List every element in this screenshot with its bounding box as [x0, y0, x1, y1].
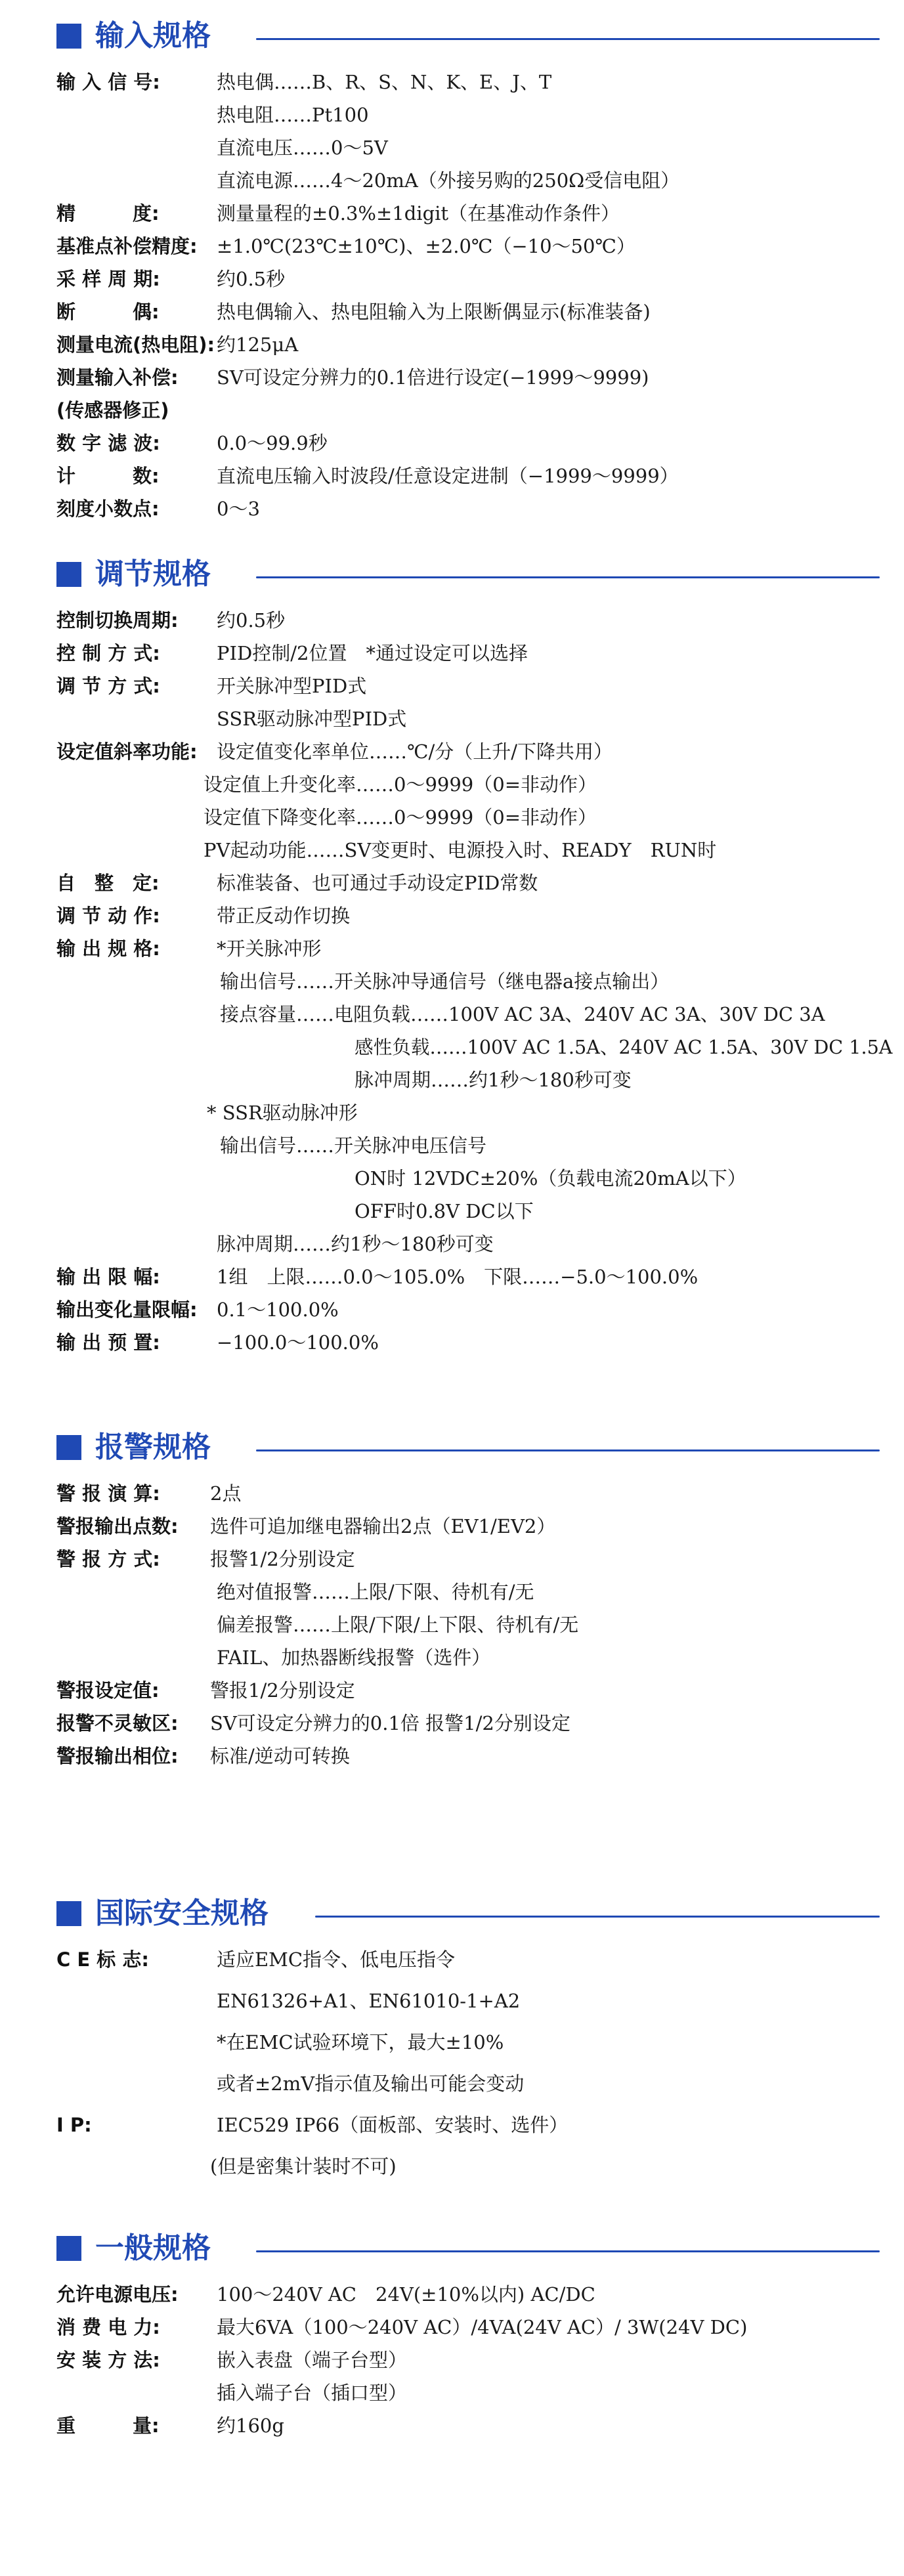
- spec-row: [0, 2376, 904, 2409]
- spec-row: [0, 965, 904, 998]
- spec-value: 警报1/2分别设定: [210, 1679, 355, 1702]
- spec-value: SV可设定分辨力的0.1倍 报警1/2分别设定: [210, 1712, 570, 1734]
- section-divider: [256, 38, 880, 40]
- spec-value: 约0.5秒: [217, 609, 286, 632]
- section-alarm-specs: [0, 1425, 904, 1772]
- spec-value: 偏差报警……上限/下限/上下限、待机有/无: [217, 1614, 579, 1636]
- section-divider: [315, 1916, 880, 1918]
- spec-row: [0, 1326, 904, 1359]
- spec-label: 警报输出点数:: [56, 1515, 179, 1537]
- spec-row: [0, 197, 904, 230]
- section-header: [0, 1425, 904, 1477]
- spec-row: [0, 460, 904, 492]
- spec-value: 热电偶输入、热电阻输入为上限断偶显示(标准装备): [217, 301, 651, 323]
- spec-value: 适应EMC指令、低电压指令: [217, 1948, 456, 1971]
- spec-label: 输 出 规 格:: [56, 937, 160, 960]
- spec-row: [0, 1543, 904, 1576]
- spec-value: 接点容量……电阻负载……100V AC 3A、240V AC 3A、30V DC 3A: [220, 1003, 825, 1025]
- spec-value: 约160g: [217, 2415, 284, 2437]
- section-title: 报警规格: [95, 1430, 211, 1464]
- spec-value: 或者±2mV指示值及输出可能会变动: [217, 2072, 525, 2095]
- spec-value: 1组 上限……0.0～105.0% 下限……−5.0～100.0%: [217, 1266, 699, 1288]
- spec-value: 脉冲周期……约1秒～180秒可变: [355, 1069, 632, 1091]
- spec-label: 消 费 电 力:: [56, 2316, 160, 2338]
- section-header: [0, 13, 904, 66]
- spec-value: * SSR驱动脉冲形: [207, 1102, 358, 1124]
- spec-value: OFF时0.8V DC以下: [355, 1200, 534, 1222]
- spec-row: [0, 1608, 904, 1641]
- spec-row: [0, 1063, 904, 1096]
- spec-label: 安 装 方 法:: [56, 2349, 160, 2371]
- spec-value: SSR驱动脉冲型PID式: [217, 708, 407, 730]
- spec-row: [0, 867, 904, 899]
- spec-label: 测量电流(热电阻):: [56, 333, 215, 356]
- spec-value: 约125μA: [217, 333, 299, 356]
- spec-row: [0, 427, 904, 460]
- spec-label: 警 报 方 式:: [56, 1548, 160, 1570]
- spec-value: −100.0～100.0%: [217, 1331, 379, 1354]
- section-header: [0, 2225, 904, 2278]
- section-general-specs: [0, 2225, 904, 2442]
- spec-row: [0, 637, 904, 670]
- spec-row: [0, 328, 904, 361]
- spec-value: ON时 12VDC±20%（负载电流20mA以下）: [355, 1167, 746, 1190]
- spec-row: [0, 492, 904, 525]
- spec-value: 0～3: [217, 498, 260, 520]
- spec-value: 报警1/2分别设定: [210, 1548, 355, 1570]
- spec-value: 直流电压输入时波段/任意设定进制（−1999～9999）: [217, 465, 679, 487]
- spec-row: [0, 295, 904, 328]
- spec-label: 测量输入补偿:: [56, 366, 179, 389]
- spec-label: 精 度:: [56, 202, 160, 225]
- spec-value: 嵌入表盘（端子台型）: [217, 2349, 408, 2371]
- section-bullet-square-icon: [56, 24, 81, 49]
- spec-value: 0.1～100.0%: [217, 1299, 339, 1321]
- spec-row: [0, 361, 904, 394]
- spec-value: 热电偶……B、R、S、N、K、E、J、T: [217, 71, 552, 93]
- spec-value: PV起动功能……SV变更时、电源投入时、READY RUN时: [204, 839, 717, 861]
- spec-row: [0, 1195, 904, 1228]
- spec-row: [0, 164, 904, 197]
- spec-label: 调 节 动 作:: [56, 905, 160, 927]
- spec-row: [0, 1162, 904, 1195]
- section-bullet-square-icon: [56, 1435, 81, 1460]
- spec-row: [0, 1477, 904, 1510]
- spec-row: [0, 702, 904, 735]
- spec-row: [0, 604, 904, 637]
- spec-row: [0, 2344, 904, 2376]
- spec-row: [0, 801, 904, 834]
- section-divider: [256, 576, 880, 578]
- spec-row: [0, 263, 904, 295]
- spec-value: 设定值下降变化率……0～9999（0=非动作）: [204, 806, 597, 828]
- spec-label: 数 字 滤 波:: [56, 432, 160, 454]
- spec-row: [0, 834, 904, 867]
- section-bullet-square-icon: [56, 562, 81, 587]
- spec-row: [0, 932, 904, 965]
- spec-row: [0, 998, 904, 1031]
- spec-row: [0, 1707, 904, 1740]
- spec-value: 绝对值报警……上限/下限、待机有/无: [217, 1581, 534, 1603]
- spec-value: 100～240V AC 24V(±10%以内) AC/DC: [217, 2283, 595, 2306]
- spec-label: (传感器修正): [56, 399, 169, 421]
- spec-value: PID控制/2位置 *通过设定可以选择: [217, 642, 528, 664]
- section-safety-specs: [0, 1891, 904, 2183]
- spec-value: 选件可追加继电器输出2点（EV1/EV2）: [210, 1515, 556, 1537]
- spec-row: [0, 394, 904, 427]
- spec-row: [0, 230, 904, 263]
- spec-row: [0, 1129, 904, 1162]
- spec-value: 直流电源……4～20mA（外接另购的250Ω受信电阻）: [217, 169, 680, 192]
- section-title: 一般规格: [95, 2231, 211, 2265]
- spec-value: 热电阻……Pt100: [217, 104, 369, 126]
- spec-label: 允许电源电压:: [56, 2283, 179, 2306]
- spec-label: 报警不灵敏区:: [56, 1712, 179, 1734]
- spec-row: [0, 1510, 904, 1543]
- section-divider: [256, 1449, 880, 1451]
- section-control-specs: [0, 551, 904, 1359]
- spec-row: [0, 1740, 904, 1772]
- spec-label: C E 标 志:: [56, 1948, 149, 1971]
- spec-label: 刻度小数点:: [56, 498, 160, 520]
- spec-value: 输出信号……开关脉冲电压信号: [220, 1134, 487, 1157]
- spec-row: [0, 1674, 904, 1707]
- spec-label: 警报输出相位:: [56, 1745, 179, 1767]
- spec-label: 调 节 方 式:: [56, 675, 160, 697]
- spec-value: 开关脉冲型PID式: [217, 675, 367, 697]
- spec-label: 输出变化量限幅:: [56, 1299, 198, 1321]
- spec-row: [0, 1096, 904, 1129]
- spec-label: 设定值斜率功能:: [56, 741, 198, 763]
- spec-value: FAIL、加热器断线报警（选件）: [217, 1646, 491, 1669]
- spec-row: [0, 2311, 904, 2344]
- section-input-specs: [0, 13, 904, 525]
- spec-label: 控 制 方 式:: [56, 642, 160, 664]
- spec-row: [0, 1943, 904, 1976]
- spec-row: [0, 735, 904, 768]
- spec-value: 0.0～99.9秒: [217, 432, 328, 454]
- spec-label: 控制切换周期:: [56, 609, 179, 632]
- spec-row: [0, 1641, 904, 1674]
- spec-row: [0, 1228, 904, 1260]
- section-title: 调节规格: [95, 557, 211, 591]
- section-divider: [256, 2250, 880, 2252]
- spec-row: [0, 2109, 904, 2141]
- spec-row: [0, 1293, 904, 1326]
- spec-value: ±1.0℃(23℃±10℃)、±2.0℃（−10～50℃）: [217, 235, 635, 257]
- spec-label: 重 量:: [56, 2415, 160, 2437]
- spec-label: 警报设定值:: [56, 1679, 160, 1702]
- spec-label: 输 出 预 置:: [56, 1331, 160, 1354]
- section-bullet-square-icon: [56, 2236, 81, 2261]
- spec-value: *在EMC试验环境下，最大±10%: [217, 2031, 504, 2053]
- spec-label: 断 偶:: [56, 301, 160, 323]
- spec-value: 感性负载……100V AC 1.5A、240V AC 1.5A、30V DC 1.5A: [355, 1036, 893, 1058]
- spec-value: 设定值变化率单位……℃/分（上升/下降共用）: [217, 741, 613, 763]
- spec-value: *开关脉冲形: [217, 937, 322, 960]
- spec-row: [0, 768, 904, 801]
- spec-value: 直流电压……0～5V: [217, 137, 388, 159]
- spec-label: 输 出 限 幅:: [56, 1266, 160, 1288]
- spec-value: 插入端子台（插口型）: [217, 2382, 408, 2404]
- section-title: 国际安全规格: [95, 1897, 269, 1930]
- spec-value: 约0.5秒: [217, 268, 286, 290]
- spec-value: 测量量程的±0.3%±1digit（在基准动作条件）: [217, 202, 620, 225]
- spec-row: [0, 98, 904, 131]
- spec-row: [0, 1031, 904, 1063]
- spec-value: SV可设定分辨力的0.1倍进行设定(−1999～9999): [217, 366, 649, 389]
- spec-row: [0, 1985, 904, 2017]
- section-header: [0, 1891, 904, 1943]
- spec-row: [0, 1576, 904, 1608]
- section-bullet-square-icon: [56, 1901, 81, 1926]
- spec-value: 2点: [210, 1482, 242, 1505]
- spec-row: [0, 2026, 904, 2059]
- spec-row: [0, 2067, 904, 2100]
- spec-value: 输出信号……开关脉冲导通信号（继电器a接点输出）: [220, 970, 670, 993]
- spec-value: 带正反动作切换: [217, 905, 351, 927]
- spec-label: 输 入 信 号:: [56, 71, 160, 93]
- spec-row: [0, 2150, 904, 2183]
- spec-row: [0, 2409, 904, 2442]
- spec-label: 计 数:: [56, 465, 160, 487]
- spec-label: 警 报 演 算:: [56, 1482, 160, 1505]
- spec-value: (但是密集计装时不可): [210, 2155, 397, 2178]
- section-title: 输入规格: [95, 19, 211, 53]
- spec-row: [0, 1260, 904, 1293]
- spec-value: 设定值上升变化率……0～9999（0=非动作）: [204, 773, 597, 796]
- spec-label: 自 整 定:: [56, 872, 160, 894]
- spec-value: 标准/逆动可转换: [210, 1745, 350, 1767]
- spec-value: 最大6VA（100～240V AC）/4VA(24V AC）/ 3W(24V DC): [217, 2316, 748, 2338]
- section-header: [0, 551, 904, 604]
- spec-row: [0, 670, 904, 702]
- spec-label: 采 样 周 期:: [56, 268, 160, 290]
- spec-label: I P:: [56, 2114, 92, 2136]
- spec-label: 基准点补偿精度:: [56, 235, 198, 257]
- spec-value: EN61326+A1、EN61010-1+A2: [217, 1990, 521, 2012]
- spec-row: [0, 899, 904, 932]
- spec-row: [0, 66, 904, 98]
- spec-row: [0, 2278, 904, 2311]
- spec-value: 脉冲周期……约1秒～180秒可变: [217, 1233, 494, 1255]
- spec-row: [0, 131, 904, 164]
- spec-value: 标准装备、也可通过手动设定PID常数: [217, 872, 538, 894]
- spec-value: IEC529 IP66（面板部、安装时、选件）: [217, 2114, 569, 2136]
